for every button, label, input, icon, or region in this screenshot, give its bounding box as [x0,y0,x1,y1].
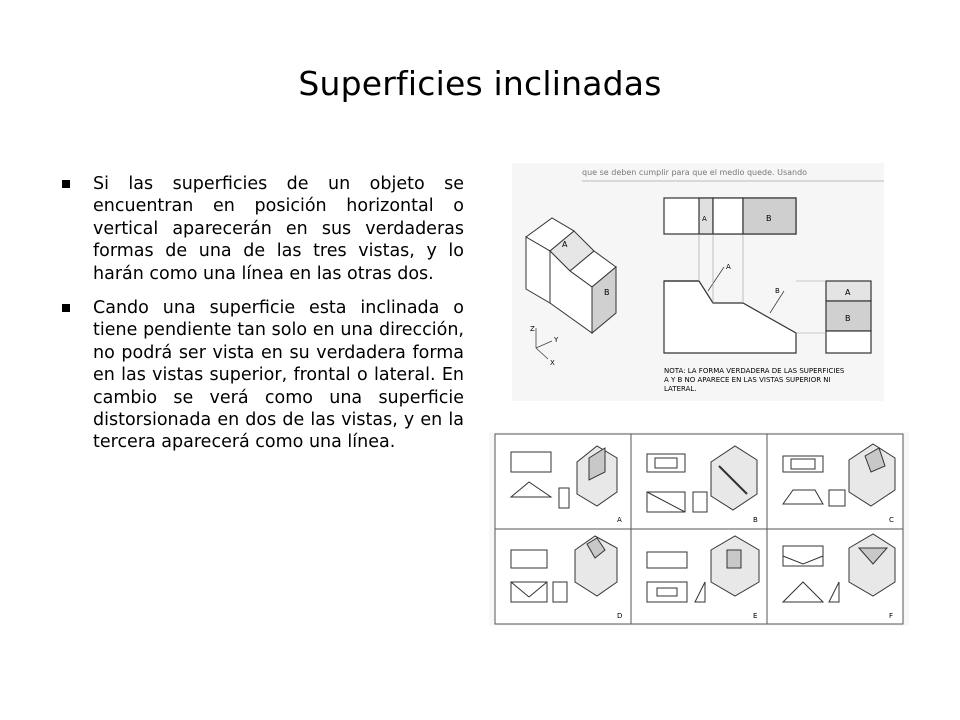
bullet-text: Si las superficies de un objeto se encuentran en posición horizontal o vertical aparecerán en sus verdaderas formas de una de las tres vistas, y lo harán como una línea en las otras dos. [93,174,464,284]
side-view-a-label: A [845,288,851,297]
surface-a-label: A [562,240,568,249]
square-bullet-icon [62,180,70,188]
side-view-b-label: B [845,314,851,323]
exercise-grid-drawing [489,432,909,626]
panel-a-letter: A [617,516,622,524]
bullet-item [62,297,464,454]
surface-b-label: B [604,288,610,297]
panel-b-letter: B [753,516,758,524]
slide-title: Superficies inclinadas [298,64,662,103]
figure-header-text: que se deben cumplir para que el medio quede. Usando [582,168,808,177]
panel-c-letter: C [889,516,894,524]
bullet-item [62,173,464,285]
top-view-b-label: B [766,214,772,223]
square-bullet-icon [62,304,70,312]
top-view-a-label: A [702,215,707,223]
bullet-text: Cando una superficie esta inclinada o tiene pendiente tan solo en una dirección, no podrá ser vista en su verdadera forma en las vistas superior, frontal o lateral. En cambio se verá como una superficie distorsionada en dos de las vistas, y en la tercera aparecerá como una línea. [93,298,464,453]
figure-note-line-1: NOTA: LA FORMA VERDADERA DE LAS SUPERFICIES [664,367,845,375]
front-view-b-label: B [775,287,780,295]
bullet-list [62,173,464,466]
inclined-surfaces-drawing [512,163,884,401]
exercise-grid-figure [489,432,909,626]
inclined-surfaces-figure [512,163,884,401]
panel-f-letter: F [889,612,894,620]
front-view-a-label: A [726,263,731,271]
top-view [664,198,796,234]
panel-d-letter: D [617,612,623,620]
axis-y-label: Y [554,336,559,344]
figure-note-line-3: LATERAL. [664,385,697,393]
panel-e-letter: E [753,612,758,620]
axis-z-label: Z [530,325,535,333]
axis-x-label: X [550,359,555,367]
figure-note-line-2: A Y B NO APARECE EN LAS VISTAS SUPERIOR NI [664,376,831,384]
